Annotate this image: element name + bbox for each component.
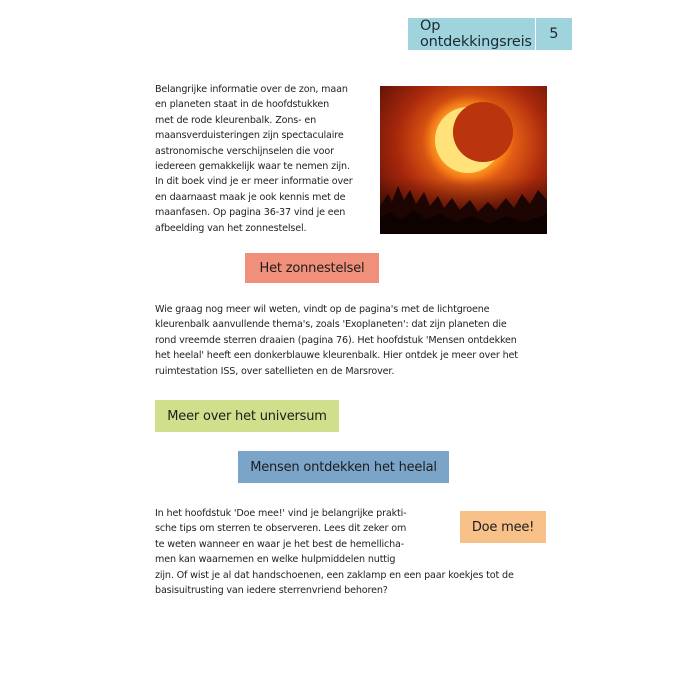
- text-line: In dit boek vind je er meer informatie over: [155, 176, 353, 188]
- text-line: Belangrijke informatie over de zon, maan: [155, 84, 348, 95]
- chapter-header-tab: [408, 18, 572, 50]
- text-line: astronomische verschijnselen die voor: [155, 145, 334, 157]
- text-line: In het hoofdstuk 'Doe mee!' vind je belangrijke prakti-: [155, 508, 407, 519]
- solar-eclipse-photo: [380, 86, 547, 234]
- chapter-title: Op ontdekkingsreis: [420, 18, 532, 50]
- text-line: sche tips om sterren te observeren. Lees dit zeker om: [155, 523, 407, 535]
- text-line: het heelal' heeft een donkerblauwe kleurenbalk. Hier ontdek je meer over het: [155, 350, 518, 362]
- text-line: maanfasen. Op pagina 36-37 vind je een: [155, 207, 346, 219]
- text-line: basisuitrusting van iedere sterrenvriend behoren?: [155, 585, 388, 597]
- text-line: en daarnaast maak je ook kennis met de: [155, 191, 346, 203]
- section-label-universum: Meer over het universum: [155, 400, 339, 432]
- text-line: Wie graag nog meer wil weten, vindt op de pagina's met de lichtgroene: [155, 304, 490, 315]
- text-line: iedereen gemakkelijk waar te nemen zijn.: [155, 161, 350, 173]
- text-line: afbeelding van het zonnestelsel.: [155, 222, 307, 234]
- text-line: men kan waarnemen en welke hulpmiddelen nuttig: [155, 554, 396, 566]
- text-line: en planeten staat in de hoofdstukken: [155, 99, 330, 111]
- page-number: 5: [549, 26, 559, 42]
- middle-paragraph: [155, 302, 550, 379]
- text-line: te weten wanneer en waar je het best de hemellicha-: [155, 538, 405, 550]
- text-line: met de rode kleurenbalk. Zons- en: [155, 114, 317, 126]
- eclipse-image: [380, 86, 547, 234]
- section-label-mensen: Mensen ontdekken het heelal: [238, 451, 449, 483]
- section-label-doe-mee: Doe mee!: [460, 511, 546, 543]
- text-line: ruimtestation ISS, over satellieten en de Marsrover.: [155, 365, 395, 377]
- text-line: maansverduisteringen zijn spectaculaire: [155, 130, 344, 142]
- text-line: rond vreemde sterren draaien (pagina 76). Het hoofdstuk 'Mensen ontdekken: [155, 334, 517, 346]
- text-line: zijn. Of wist je al dat handschoenen, een zaklamp en een paar koekjes tot de: [155, 569, 514, 581]
- intro-paragraph: [155, 82, 370, 236]
- text-line: kleurenbalk aanvullende thema's, zoals 'Exoplaneten': dat zijn planeten die: [155, 319, 507, 331]
- section-label-zonnestelsel: Het zonnestelsel: [245, 253, 379, 283]
